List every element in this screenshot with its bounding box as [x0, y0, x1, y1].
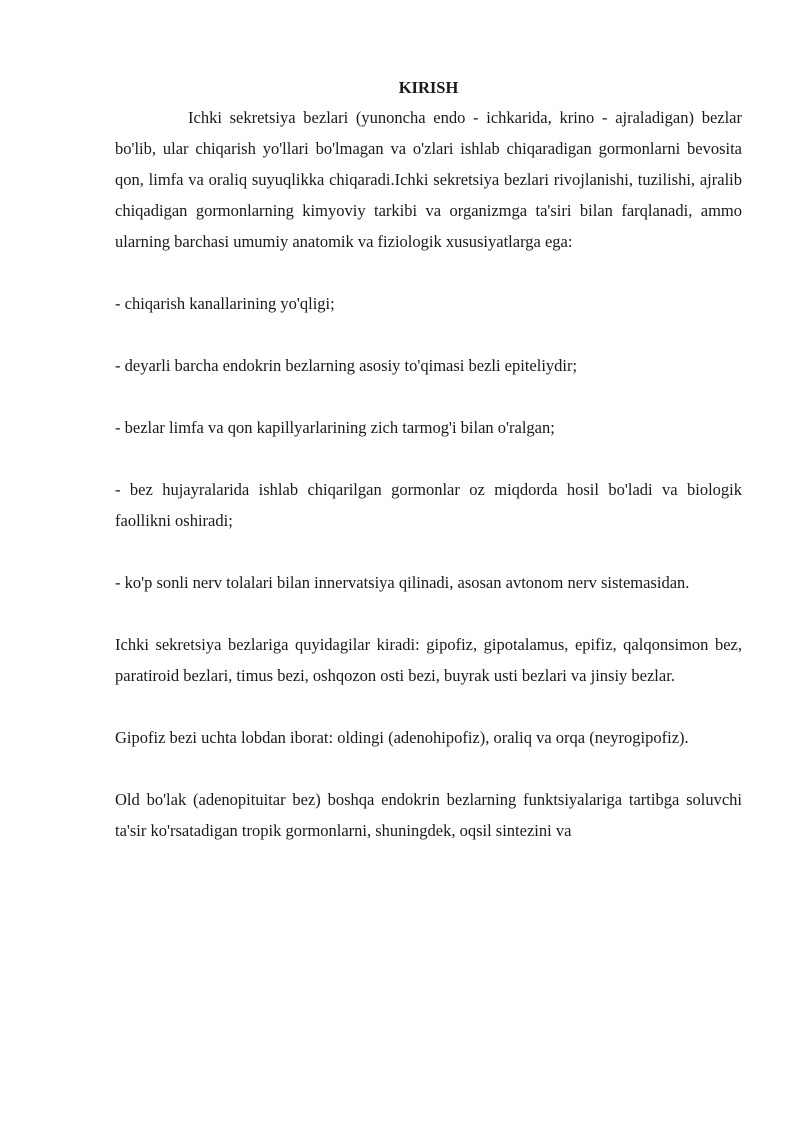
intro-paragraph: Ichki sekretsiya bezlari (yunoncha endo - ichkarida, krino - ajraladigan) bezlar bo'lib, ular chiqarish yo'llari bo'lmagan va o'zlari ishlab chiqaradigan gormonlarni bevosita qon, limfa va oraliq suyuqlikka chiqaradi.Ichki sekretsiya bezlari rivojlanishi, tuzilishi, ajralib chiqadigan gormonlarning kimyoviy tarkibi va organizmga ta'siri bilan farqlanadi, ammo ularning barchasi umumiy anatomik va fiziologik xususiyatlarga ega: — [115, 108, 742, 251]
spacer — [115, 536, 742, 567]
feature-item: - chiqarish kanallarining yo'qligi; — [115, 294, 335, 313]
spacer — [115, 443, 742, 474]
page-title: KIRISH — [398, 78, 459, 97]
spacer — [115, 598, 742, 629]
spacer — [115, 257, 742, 288]
spacer — [115, 381, 742, 412]
feature-item: - bez hujayralarida ishlab chiqarilgan gormonlar oz miqdorda hosil bo'ladi va biologik faollikni oshiradi; — [115, 480, 742, 530]
feature-item: - bezlar limfa va qon kapillyarlarining zich tarmog'i bilan o'ralgan; — [115, 418, 555, 437]
spacer — [115, 753, 742, 784]
glands-list-paragraph: Ichki sekretsiya bezlariga quyidagilar kiradi: gipofiz, gipotalamus, epifiz, qalqonsimon bez, paratiroid bezlari, timus bezi, oshqozon osti bezi, buyrak usti bezlari va jinsiy bezlar. — [115, 635, 742, 685]
spacer — [115, 319, 742, 350]
feature-item: - deyarli barcha endokrin bezlarning asosiy to'qimasi bezli epiteliydir; — [115, 356, 578, 375]
pituitary-paragraph: Gipofiz bezi uchta lobdan iborat: oldingi (adenohipofiz), oraliq va orqa (neyrogipofiz). — [115, 728, 689, 747]
document-page — [115, 74, 742, 846]
feature-item: - ko'p sonli nerv tolalari bilan innervatsiya qilinadi, asosan avtonom nerv sistemasidan. — [115, 573, 690, 592]
anterior-lobe-paragraph: Old bo'lak (adenopituitar bez) boshqa endokrin bezlarning funktsiyalariga tartibga soluvchi ta'sir ko'rsatadigan tropik gormonlarni, shuningdek, oqsil sintezini va — [115, 790, 742, 840]
spacer — [115, 691, 742, 722]
